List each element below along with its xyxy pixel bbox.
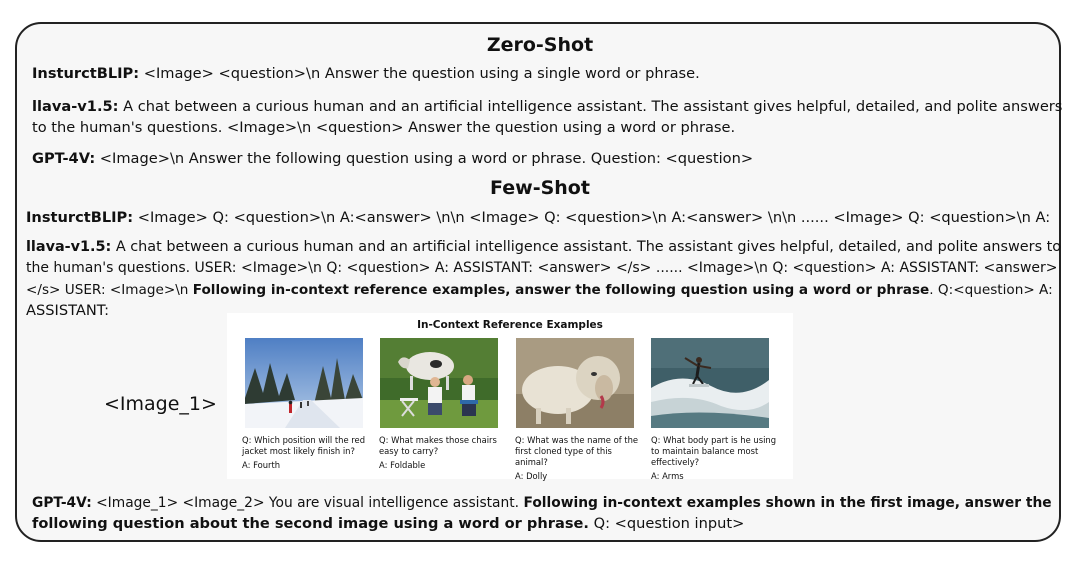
example-photo-surfer bbox=[651, 338, 769, 428]
prompt-text: </s> USER: <Image>\n bbox=[26, 282, 193, 298]
model-name: GPT-4V: bbox=[32, 150, 96, 167]
example-answer: A: Dolly bbox=[515, 471, 548, 481]
prompt-text: <Image> Q: <question>\n A:<answer> \n\n <Image> Q: <question>\n A:<answer> \n\n ...... <Image> Q: <question>\n A: bbox=[133, 209, 1051, 226]
few-shot-title: Few-Shot bbox=[490, 177, 590, 199]
zero-shot-title: Zero-Shot bbox=[486, 34, 594, 56]
prompt-text: <Image> <question>\n Answer the question using a single word or phrase. bbox=[139, 65, 700, 82]
few-shot-llava-prompt bbox=[26, 237, 1061, 257]
example-caption-4 bbox=[651, 435, 779, 482]
prompt-text: Q: <question input> bbox=[588, 515, 745, 532]
prompt-text: <Image_1> <Image_2> You are visual intelligence assistant. bbox=[91, 495, 524, 511]
example-question: Q: Which position will the red jacket most likely finish in? bbox=[242, 435, 366, 456]
prompt-text: . Q:<question> A: bbox=[929, 282, 1053, 298]
few-shot-instructblip-prompt bbox=[26, 208, 1050, 228]
panel-title: In-Context Reference Examples bbox=[417, 319, 603, 331]
prompt-instruction-bold: Following in-context examples shown in the first image, answer the bbox=[523, 495, 1052, 511]
few-shot-llava-prompt-line4: ASSISTANT: bbox=[26, 302, 109, 319]
model-name: InsturctBLIP: bbox=[26, 209, 134, 226]
model-name: llava-v1.5: bbox=[32, 98, 119, 115]
zero-shot-instructblip-prompt bbox=[32, 64, 700, 84]
prompt-text: A chat between a curious human and an artificial intelligence assistant. The assistant gives helpful, detailed, and polite answers bbox=[118, 98, 1063, 115]
example-caption-2 bbox=[379, 435, 507, 471]
example-question: Q: What body part is he using to maintain balance most effectively? bbox=[651, 435, 777, 467]
example-answer: A: Foldable bbox=[379, 460, 426, 470]
example-photo-ski-trail bbox=[245, 338, 363, 428]
example-answer: A: Fourth bbox=[242, 460, 281, 470]
example-photo-folding-chairs bbox=[380, 338, 498, 428]
example-caption-3 bbox=[515, 435, 643, 482]
in-context-examples-panel bbox=[227, 313, 793, 479]
zero-shot-gpt4v-prompt bbox=[32, 149, 753, 169]
example-question: Q: What was the name of the first cloned type of this animal? bbox=[515, 435, 639, 467]
model-name: InsturctBLIP: bbox=[32, 65, 140, 82]
example-question: Q: What makes those chairs easy to carry? bbox=[379, 435, 497, 456]
prompt-text: <Image>\n Answer the following question using a word or phrase. Question: <question> bbox=[95, 150, 754, 167]
zero-shot-llava-prompt bbox=[32, 97, 1062, 117]
prompt-instruction-bold: following question about the second image using a word or phrase. bbox=[32, 515, 589, 532]
few-shot-llava-prompt-line2: the human's questions. USER: <Image>\n Q: <question> A: ASSISTANT: <answer> </s> ...... <Image>\n Q: <question> A: ASSISTANT: <answer> bbox=[26, 260, 1058, 276]
prompt-instruction-bold: Following in-context reference examples, answer the following question using a word or phrase bbox=[192, 282, 930, 298]
few-shot-llava-prompt-line3 bbox=[26, 280, 1053, 300]
prompt-text: A chat between a curious human and an artificial intelligence assistant. The assistant gives helpful, detailed, and polite answers to bbox=[111, 239, 1062, 255]
image-1-label: <Image_1> bbox=[104, 393, 217, 415]
example-answer: A: Arms bbox=[651, 471, 684, 481]
example-caption-1 bbox=[242, 435, 370, 471]
few-shot-gpt4v-prompt-cont bbox=[32, 514, 744, 534]
model-name: llava-v1.5: bbox=[26, 239, 112, 255]
model-name: GPT-4V: bbox=[32, 495, 92, 511]
zero-shot-llava-prompt-cont: to the human's questions. <Image>\n <question> Answer the question using a word or phrase. bbox=[32, 119, 736, 136]
few-shot-gpt4v-prompt bbox=[32, 493, 1052, 513]
example-photo-sheep bbox=[516, 338, 634, 428]
